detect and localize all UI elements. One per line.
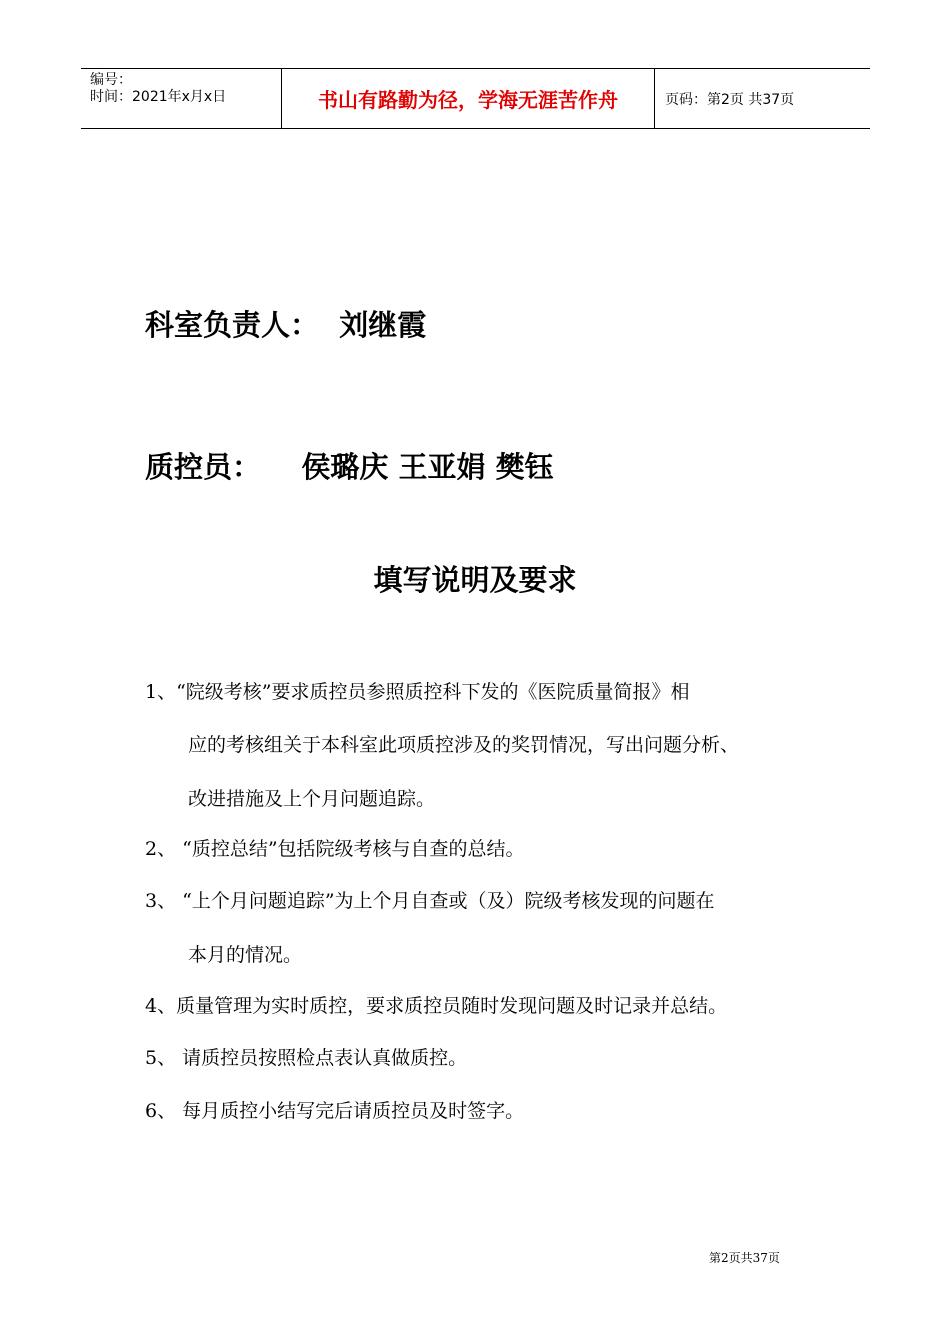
instruction-line: 5、 请质控员按照检点表认真做质控。 xyxy=(145,1047,468,1069)
page-footer: 第2页共37页 xyxy=(709,1251,780,1265)
header-motto: 书山有路勤为径，学海无涯苦作舟 xyxy=(282,69,655,128)
instruction-line: 改进措施及上个月问题追踪。 xyxy=(188,788,436,810)
instruction-line: 4、质量管理为实时质控，要求质控员随时发现问题及时记录并总结。 xyxy=(145,995,728,1017)
instruction-line: 1、“院级考核”要求质控员参照质控科下发的《医院质量简报》相 xyxy=(145,681,690,703)
instruction-line: 应的考核组关于本科室此项质控涉及的奖罚情况，写出问题分析、 xyxy=(188,734,740,756)
section-title: 填写说明及要求 xyxy=(373,563,577,597)
instruction-line: 2、 “质控总结”包括院级考核与自查的总结。 xyxy=(145,838,525,860)
time-label: 时间：2021年x月x日 xyxy=(90,89,227,105)
director-line: 科室负责人： 刘继霞 xyxy=(145,308,427,342)
qc-line: 质控员： 侯璐庆 王亚娟 樊钰 xyxy=(145,450,554,484)
instruction-line: 本月的情况。 xyxy=(188,944,303,966)
header-page-info: 页码：第2页 共37页 xyxy=(665,91,795,108)
number-label: 编号： xyxy=(90,72,132,88)
instruction-line: 3、 “上个月问题追踪”为上个月自查或（及）院级考核发现的问题在 xyxy=(145,890,715,912)
instruction-line: 6、 每月质控小结写完后请质控员及时签字。 xyxy=(145,1100,525,1122)
page-header xyxy=(81,68,870,129)
header-meta xyxy=(81,69,282,128)
